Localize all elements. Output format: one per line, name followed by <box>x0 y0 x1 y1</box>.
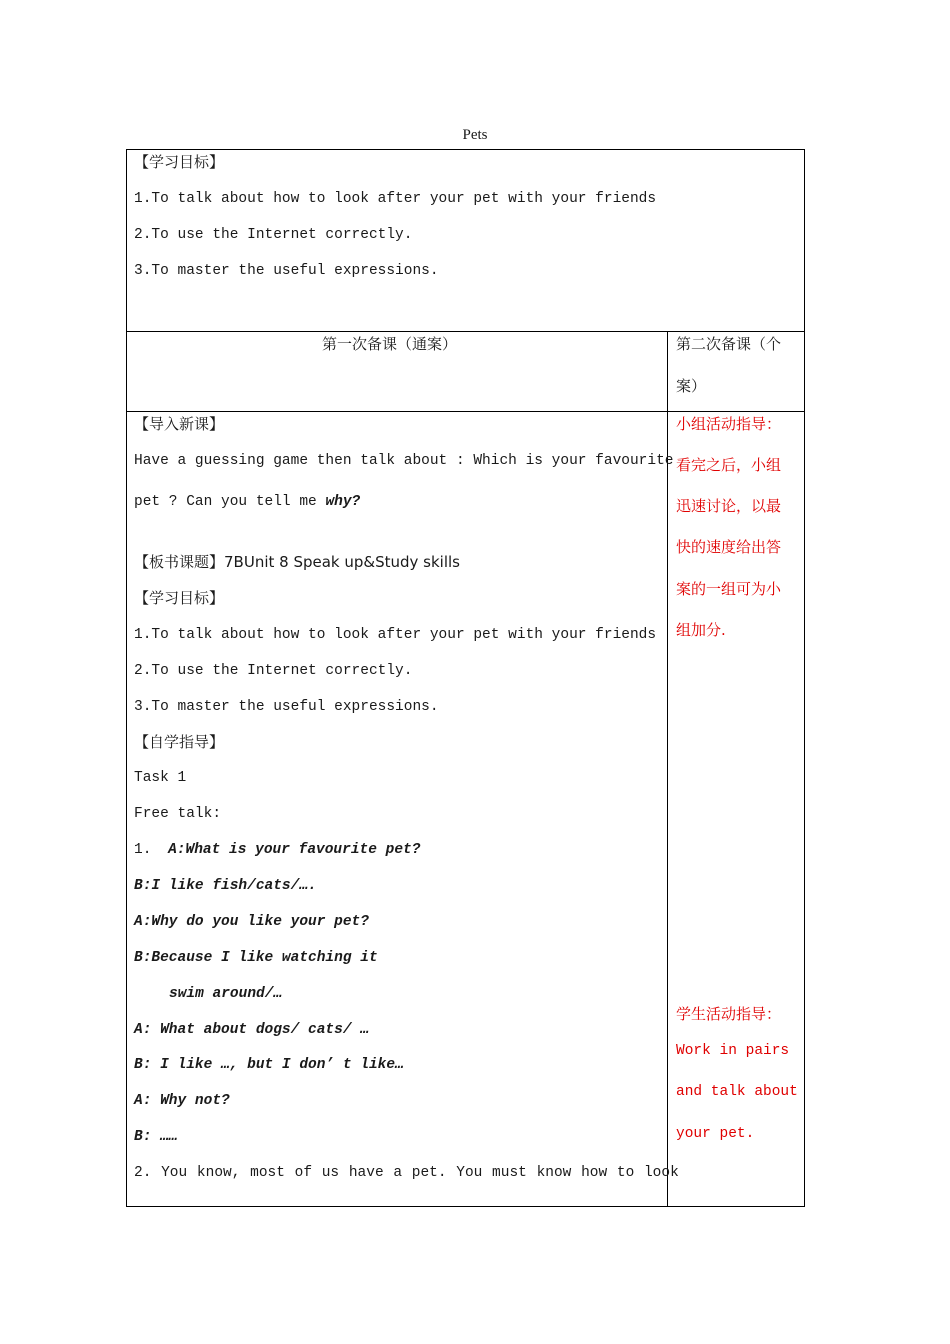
dialog-line: B:Because I like watching it <box>134 950 378 966</box>
dialog-line: B: …… <box>134 1129 178 1145</box>
dialog-line: swim around/… <box>169 986 283 1002</box>
student-guide-line: Work in pairs <box>676 1043 790 1059</box>
group-guide-line: 迅速讨论，以最 <box>676 497 782 515</box>
student-guide-line: your pet. <box>676 1126 755 1142</box>
objectives-heading: 【学习目标】 <box>134 153 225 171</box>
board-title-text: 【板书课题】7BUnit 8 Speak up&Study skills <box>134 553 460 571</box>
dialog-number: 1. <box>134 842 161 858</box>
self-study-heading: 【自学指导】 <box>134 733 225 751</box>
dialog-line: A: Why not? <box>134 1093 230 1109</box>
item-2: 2. You know, most of us have a pet. You must know how to look <box>134 1165 679 1181</box>
group-guide-line: 组加分. <box>676 621 726 639</box>
group-guide-line: 快的速度给出答 <box>676 538 782 556</box>
task-label: Task 1 <box>134 770 187 786</box>
intro-heading: 【导入新课】 <box>134 415 225 433</box>
header-right-label-cont: 案） <box>676 377 707 395</box>
intro-why: why? <box>325 494 361 510</box>
group-guide-title: 小组活动指导： <box>676 415 782 433</box>
objective-item: 2.To use the Internet correctly. <box>134 663 413 679</box>
objective-item: 3.To master the useful expressions. <box>134 699 439 715</box>
dialog-line <box>134 840 420 860</box>
intro-line: Have a guessing game then talk about : Which is your favourite <box>134 453 674 469</box>
intro-line <box>134 492 360 512</box>
free-talk-label: Free talk: <box>134 806 222 822</box>
page-title: Pets <box>462 127 488 143</box>
objectives-heading-2: 【学习目标】 <box>134 589 225 607</box>
group-guide-line: 案的一组可为小 <box>676 580 782 598</box>
board-title <box>134 552 460 572</box>
student-guide-title: 学生活动指导： <box>676 1005 782 1023</box>
intro-text: pet ? Can you tell me <box>134 494 326 510</box>
objective-item: 3.To master the useful expressions. <box>134 263 439 279</box>
objective-item: 1.To talk about how to look after your pet with your friends <box>134 191 657 207</box>
dialog-line: B:I like fish/cats/…. <box>134 878 317 894</box>
dialog-line: B: I like …, but I don’ t like… <box>134 1057 404 1073</box>
header-left-label: 第一次备课（通案） <box>322 335 458 353</box>
dialog-line: A:Why do you like your pet? <box>134 914 369 930</box>
dialog-line: A: What about dogs/ cats/ … <box>134 1022 369 1038</box>
group-guide-line: 看完之后，小组 <box>676 456 782 474</box>
header-right-label: 第二次备课（个 <box>676 335 782 353</box>
objective-item: 2.To use the Internet correctly. <box>134 227 413 243</box>
dialog-text: A:What is your favourite pet? <box>168 842 421 858</box>
student-guide-line: and talk about <box>676 1084 798 1100</box>
objective-item: 1.To talk about how to look after your pet with your friends <box>134 627 657 643</box>
